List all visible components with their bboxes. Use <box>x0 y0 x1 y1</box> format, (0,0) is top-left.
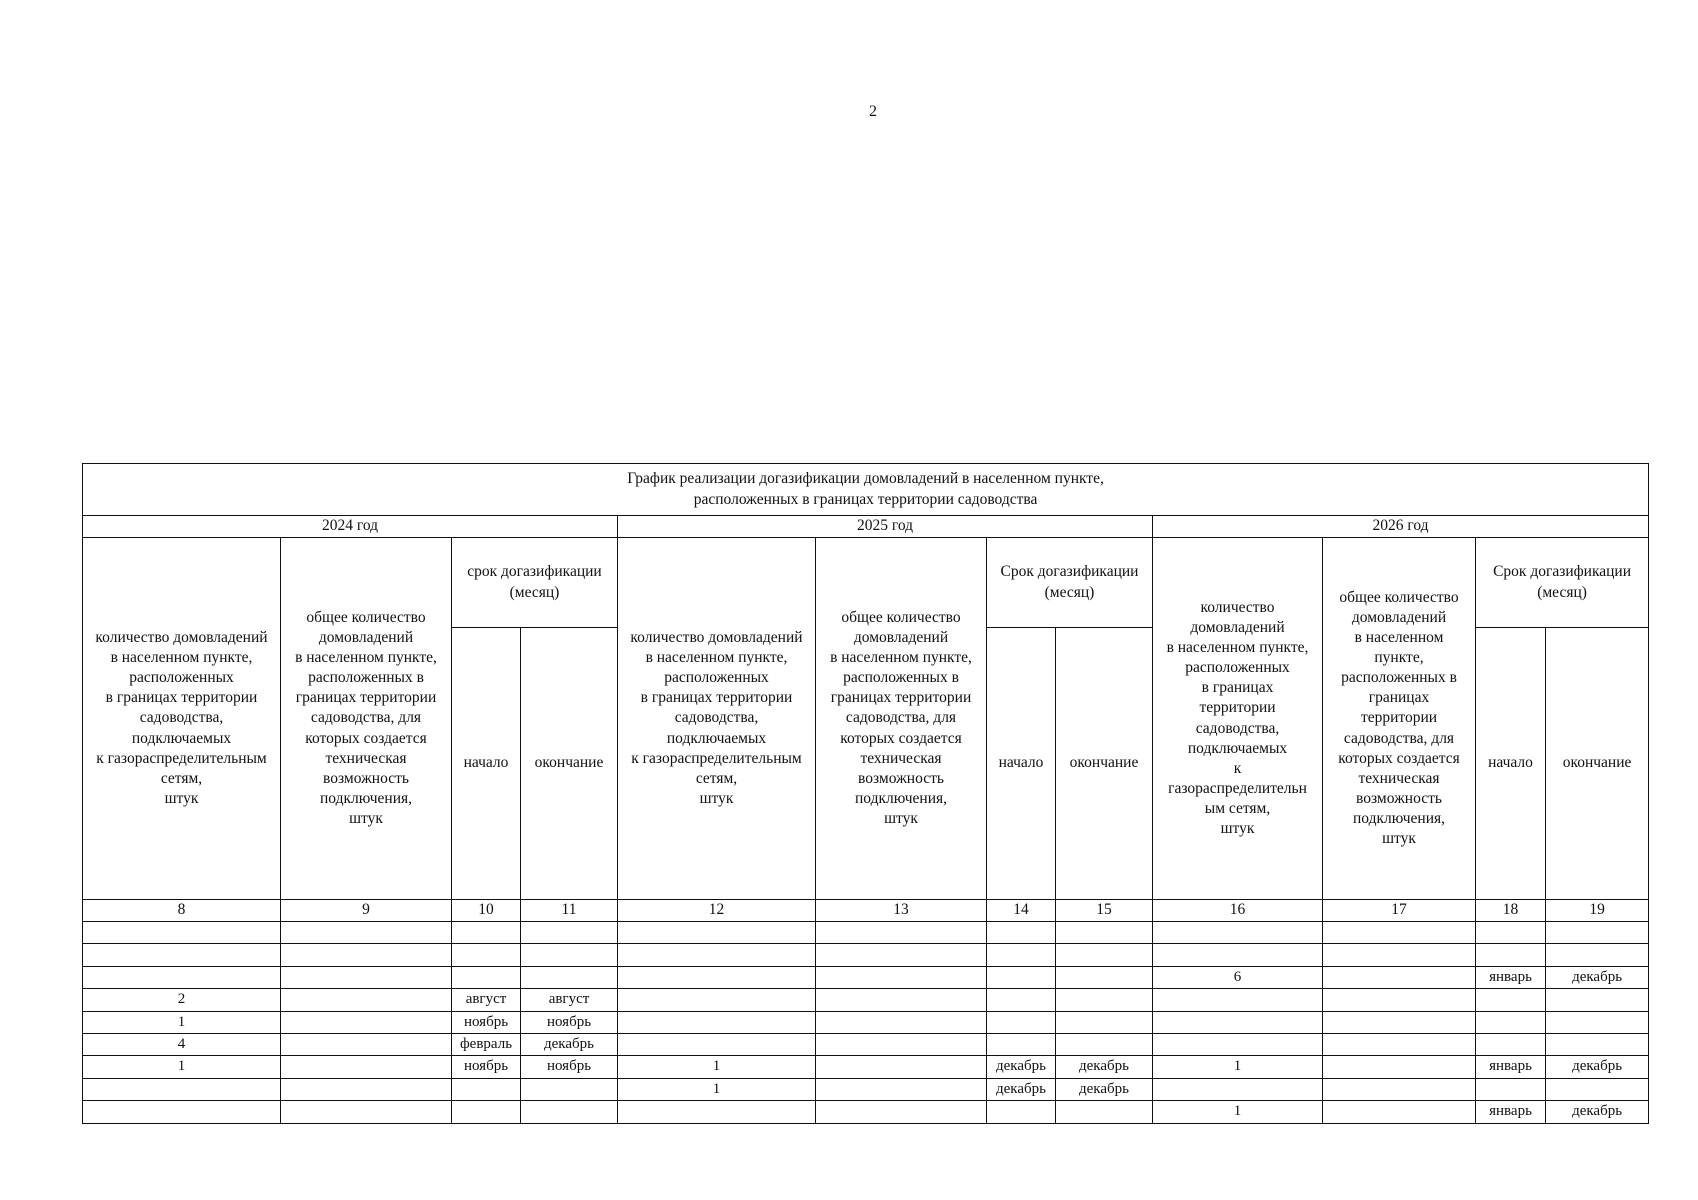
table-body <box>83 922 1649 1124</box>
cell-2026-total <box>1323 922 1476 944</box>
cell-2024-start <box>452 966 521 988</box>
year-2024-header: 2024 год <box>83 516 618 538</box>
cell-2026-start: январь <box>1476 1056 1546 1078</box>
cell-2025-end <box>1056 1011 1153 1033</box>
cell-2025-count: 1 <box>618 1056 816 1078</box>
cell-2025-count <box>618 966 816 988</box>
column-number: 8 <box>83 900 281 922</box>
cell-2024-count: 1 <box>83 1011 281 1033</box>
cell-2026-count: 1 <box>1153 1101 1323 1123</box>
cell-2024-end: ноябрь <box>521 1056 618 1078</box>
cell-2026-end <box>1546 1078 1649 1100</box>
cell-2024-start: ноябрь <box>452 1056 521 1078</box>
cell-2025-end <box>1056 922 1153 944</box>
header-2024-term: срок догазификации (месяц) <box>452 538 618 628</box>
cell-2026-start <box>1476 1011 1546 1033</box>
cell-2025-end: декабрь <box>1056 1056 1153 1078</box>
cell-2024-count: 4 <box>83 1033 281 1055</box>
cell-2024-count <box>83 966 281 988</box>
cell-2025-start <box>987 944 1056 966</box>
cell-2026-start <box>1476 944 1546 966</box>
cell-2024-start <box>452 1101 521 1123</box>
cell-2024-count: 1 <box>83 1056 281 1078</box>
cell-2024-total <box>281 1056 452 1078</box>
cell-2024-count <box>83 944 281 966</box>
cell-2025-total <box>816 1033 987 1055</box>
cell-2026-total <box>1323 1078 1476 1100</box>
cell-2026-start: январь <box>1476 1101 1546 1123</box>
cell-2024-end <box>521 944 618 966</box>
cell-2025-count <box>618 1011 816 1033</box>
cell-2024-total <box>281 1033 452 1055</box>
cell-2026-count <box>1153 1011 1323 1033</box>
cell-2024-start: август <box>452 989 521 1011</box>
cell-2025-start <box>987 1033 1056 1055</box>
cell-2025-end <box>1056 1101 1153 1123</box>
column-number: 13 <box>816 900 987 922</box>
cell-2026-total <box>1323 989 1476 1011</box>
cell-2025-count <box>618 922 816 944</box>
cell-2025-total <box>816 1078 987 1100</box>
column-number: 12 <box>618 900 816 922</box>
cell-2024-start <box>452 1078 521 1100</box>
header-2024-end: окончание <box>521 628 618 900</box>
cell-2026-end <box>1546 989 1649 1011</box>
cell-2026-end <box>1546 922 1649 944</box>
cell-2025-total <box>816 1011 987 1033</box>
header-2026-start: начало <box>1476 628 1546 900</box>
header-2026-total: общее количество домовладений в населенном пункте, расположенных в границах территории садоводства, для которых создается техническая возможность подключения, штук <box>1323 538 1476 900</box>
cell-2024-end: ноябрь <box>521 1011 618 1033</box>
cell-2024-start: февраль <box>452 1033 521 1055</box>
cell-2024-total <box>281 1011 452 1033</box>
cell-2024-end <box>521 922 618 944</box>
cell-2026-count <box>1153 944 1323 966</box>
cell-2025-count <box>618 989 816 1011</box>
cell-2026-count: 6 <box>1153 966 1323 988</box>
cell-2026-total <box>1323 1056 1476 1078</box>
cell-2024-count <box>83 1078 281 1100</box>
cell-2025-start: декабрь <box>987 1056 1056 1078</box>
cell-2025-total <box>816 966 987 988</box>
header-2025-term: Срок догазификации (месяц) <box>987 538 1153 628</box>
table-row <box>83 1011 1649 1033</box>
cell-2025-start: декабрь <box>987 1078 1056 1100</box>
cell-2024-count <box>83 922 281 944</box>
cell-2026-total <box>1323 966 1476 988</box>
cell-2026-end: декабрь <box>1546 966 1649 988</box>
cell-2025-start <box>987 989 1056 1011</box>
cell-2026-start: январь <box>1476 966 1546 988</box>
cell-2024-total <box>281 1101 452 1123</box>
cell-2025-total <box>816 1056 987 1078</box>
year-2026-header: 2026 год <box>1153 516 1649 538</box>
cell-2025-end <box>1056 944 1153 966</box>
gasification-schedule-table <box>82 463 1649 1124</box>
header-2026-count: количество домовладений в населенном пункте, расположенных в границах территории садоводства, подключаемых к газораспределительн ым сетям, штук <box>1153 538 1323 900</box>
table-row <box>83 922 1649 944</box>
cell-2026-end: декабрь <box>1546 1101 1649 1123</box>
cell-2026-total <box>1323 1011 1476 1033</box>
cell-2026-total <box>1323 1033 1476 1055</box>
table-row <box>83 1056 1649 1078</box>
header-2025-start: начало <box>987 628 1056 900</box>
cell-2026-total <box>1323 1101 1476 1123</box>
cell-2025-start <box>987 1011 1056 1033</box>
cell-2026-count <box>1153 922 1323 944</box>
cell-2026-count <box>1153 989 1323 1011</box>
cell-2024-total <box>281 989 452 1011</box>
cell-2026-end <box>1546 1033 1649 1055</box>
cell-2026-end: декабрь <box>1546 1056 1649 1078</box>
cell-2026-end <box>1546 1011 1649 1033</box>
header-2026-term: Срок догазификации (месяц) <box>1476 538 1649 628</box>
column-number: 14 <box>987 900 1056 922</box>
cell-2025-end <box>1056 1033 1153 1055</box>
header-2025-count: количество домовладений в населенном пункте, расположенных в границах территории садоводства, подключаемых к газораспределительным сетям, штук <box>618 538 816 900</box>
cell-2025-start <box>987 966 1056 988</box>
cell-2025-start <box>987 922 1056 944</box>
cell-2025-start <box>987 1101 1056 1123</box>
cell-2024-end <box>521 966 618 988</box>
cell-2026-count: 1 <box>1153 1056 1323 1078</box>
column-number: 11 <box>521 900 618 922</box>
cell-2025-end <box>1056 989 1153 1011</box>
cell-2024-start: ноябрь <box>452 1011 521 1033</box>
table-row <box>83 989 1649 1011</box>
column-number: 9 <box>281 900 452 922</box>
page-number: 2 <box>869 103 877 120</box>
column-number: 17 <box>1323 900 1476 922</box>
cell-2025-count <box>618 1033 816 1055</box>
cell-2026-count <box>1153 1078 1323 1100</box>
cell-2026-start <box>1476 989 1546 1011</box>
cell-2024-total <box>281 944 452 966</box>
cell-2024-end <box>521 1078 618 1100</box>
table-row <box>83 1078 1649 1100</box>
cell-2025-count <box>618 944 816 966</box>
cell-2026-start <box>1476 1078 1546 1100</box>
cell-2026-start <box>1476 922 1546 944</box>
cell-2026-end <box>1546 944 1649 966</box>
header-2025-end: окончание <box>1056 628 1153 900</box>
cell-2025-end: декабрь <box>1056 1078 1153 1100</box>
column-number: 10 <box>452 900 521 922</box>
column-number: 16 <box>1153 900 1323 922</box>
cell-2024-count: 2 <box>83 989 281 1011</box>
table-row <box>83 944 1649 966</box>
header-2024-start: начало <box>452 628 521 900</box>
cell-2025-total <box>816 944 987 966</box>
table-row <box>83 1101 1649 1123</box>
table-title: График реализации догазификации домовладений в населенном пункте, расположенных в границах территории садоводства <box>83 464 1649 516</box>
header-2024-count: количество домовладений в населенном пункте, расположенных в границах территории садоводства, подключаемых к газораспределительным сетям, штук <box>83 538 281 900</box>
cell-2025-total <box>816 922 987 944</box>
year-2025-header: 2025 год <box>618 516 1153 538</box>
table-row <box>83 1033 1649 1055</box>
cell-2025-end <box>1056 966 1153 988</box>
cell-2024-total <box>281 922 452 944</box>
header-2024-total: общее количество домовладений в населенном пункте, расположенных в границах территории садоводства, для которых создается техническая возможность подключения, штук <box>281 538 452 900</box>
cell-2025-total <box>816 989 987 1011</box>
cell-2024-end <box>521 1101 618 1123</box>
cell-2024-start <box>452 944 521 966</box>
cell-2024-end: декабрь <box>521 1033 618 1055</box>
cell-2024-total <box>281 966 452 988</box>
header-2026-end: окончание <box>1546 628 1649 900</box>
cell-2024-start <box>452 922 521 944</box>
cell-2025-count: 1 <box>618 1078 816 1100</box>
column-number: 18 <box>1476 900 1546 922</box>
cell-2025-total <box>816 1101 987 1123</box>
header-2025-total: общее количество домовладений в населенном пункте, расположенных в границах территории садоводства, для которых создается техническая возможность подключения, штук <box>816 538 987 900</box>
cell-2025-count <box>618 1101 816 1123</box>
column-number: 19 <box>1546 900 1649 922</box>
column-number: 15 <box>1056 900 1153 922</box>
cell-2026-count <box>1153 1033 1323 1055</box>
cell-2026-start <box>1476 1033 1546 1055</box>
cell-2024-count <box>83 1101 281 1123</box>
cell-2026-total <box>1323 944 1476 966</box>
cell-2024-total <box>281 1078 452 1100</box>
cell-2024-end: август <box>521 989 618 1011</box>
table-row <box>83 966 1649 988</box>
